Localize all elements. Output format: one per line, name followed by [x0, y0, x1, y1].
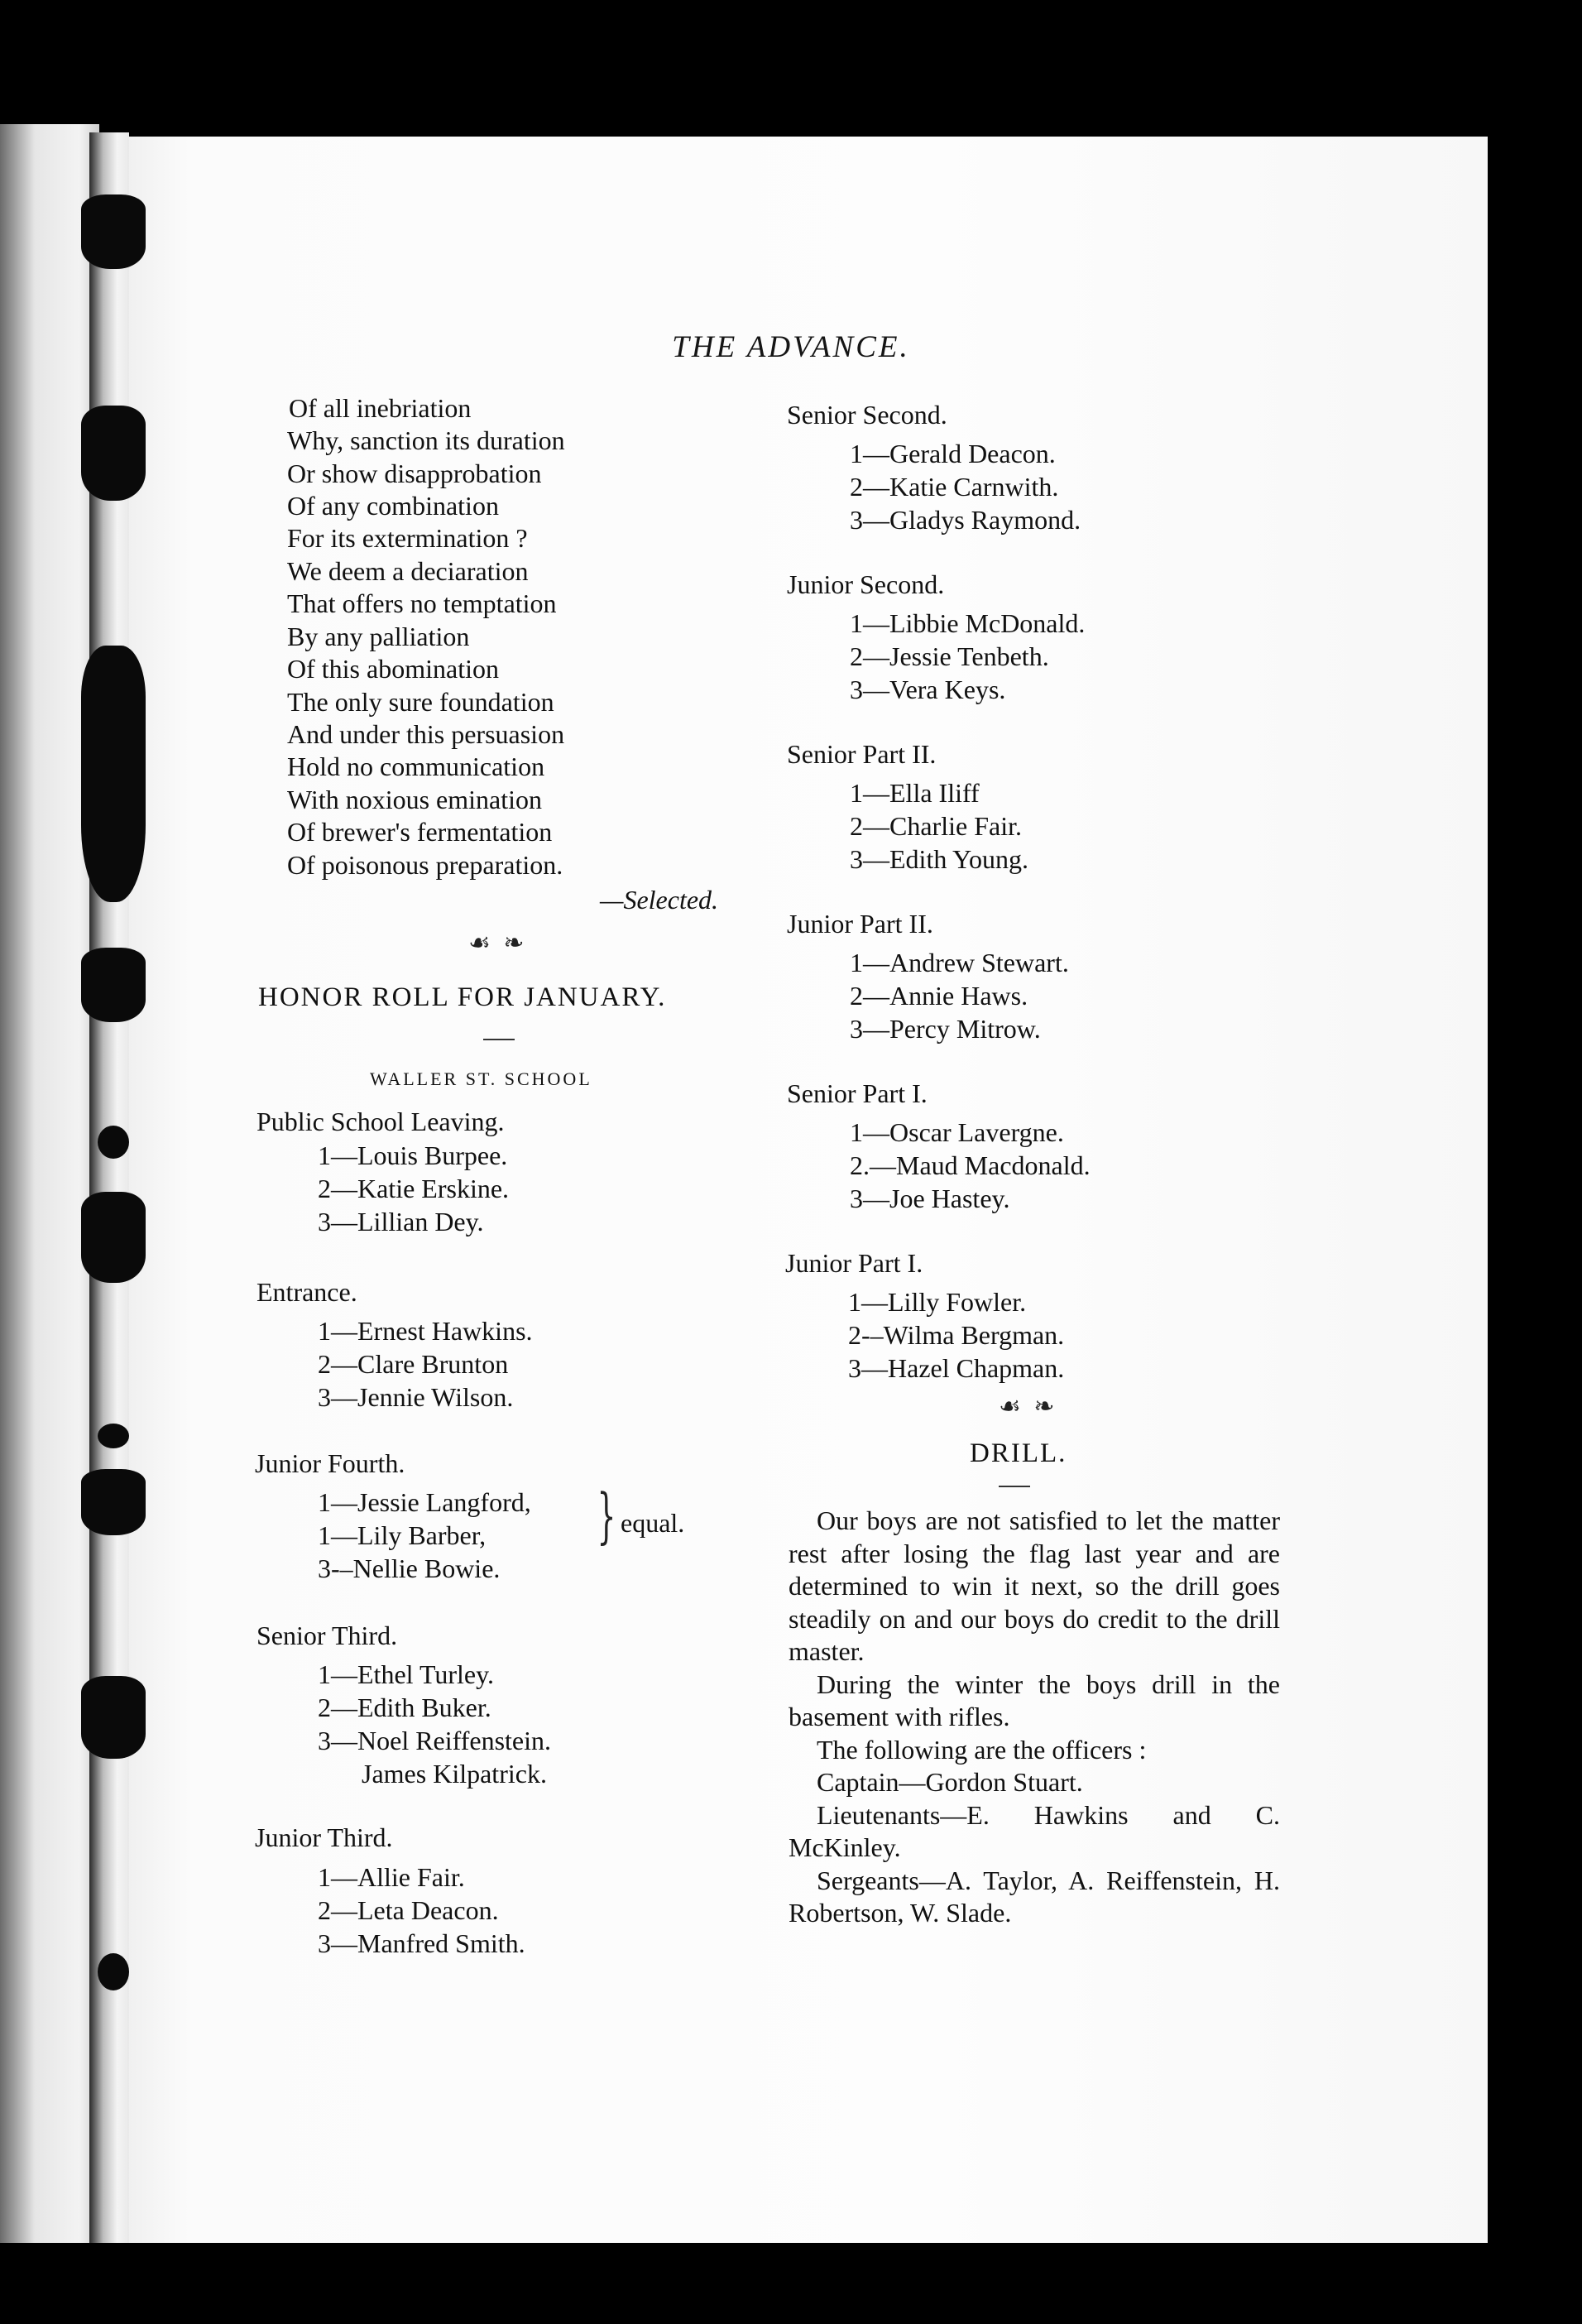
poem-line: Of this abomination [287, 654, 499, 684]
honor-entry: 3—Jennie Wilson. [318, 1382, 514, 1412]
drill-paragraph: Our boys are not satisfied to let the matter rest after losing the flag last year and are determined to win it next, so the drill goes steadily on and our boys do credit to the drill master. [789, 1505, 1280, 1666]
class-heading: Senior Second. [787, 400, 947, 430]
class-heading: Junior Part I. [785, 1248, 923, 1278]
honor-entry: 3—Gladys Raymond. [850, 505, 1081, 535]
bracket-note: equal. [621, 1508, 685, 1538]
honor-entry: 1—Ethel Turley. [318, 1659, 495, 1689]
poem-line: The only sure foundation [287, 687, 554, 717]
poem-line: Hold no communication [287, 751, 545, 781]
class-heading: Entrance. [256, 1277, 357, 1307]
honor-entry: 1—Oscar Lavergne. [850, 1117, 1064, 1147]
poem-line: Of brewer's fermentation [287, 817, 553, 847]
honor-entry: 2—Katie Erskine. [318, 1174, 510, 1203]
drill-article [789, 1505, 1280, 1930]
honor-entry: 3—Lillian Dey. [318, 1207, 484, 1236]
honor-entry: 1—Ernest Hawkins. [318, 1316, 533, 1346]
class-heading: Senior Part I. [787, 1078, 928, 1108]
drill-lieutenants: Lieutenants—E. Hawkins and C. McKinley. [789, 1799, 1280, 1862]
honor-entry: 2—Clare Brunton [318, 1349, 509, 1379]
page-header: THE ADVANCE. [672, 330, 910, 364]
honor-entry: 3—Edith Young. [850, 844, 1029, 874]
poem-line: With noxious emination [287, 785, 543, 814]
honor-entry: 2—Annie Haws. [850, 981, 1028, 1011]
honor-entry: 1—Lily Barber, [318, 1520, 487, 1550]
honor-entry: 2—Charlie Fair. [850, 811, 1022, 841]
honor-entry: 1—Andrew Stewart. [850, 948, 1069, 977]
honor-entry: 2—Leta Deacon. [318, 1895, 499, 1925]
poem-line: Or show disapprobation [287, 459, 542, 488]
section-separator-ornament: ☙ ❧ [468, 929, 528, 957]
poem-line: Of poisonous preparation. [287, 850, 563, 880]
honor-entry: 1—Libbie McDonald. [850, 608, 1086, 638]
honor-entry: 3—Percy Mitrow. [850, 1014, 1041, 1044]
poem-line: And under this persuasion [287, 719, 565, 749]
honor-entry: James Kilpatrick. [362, 1759, 547, 1789]
poem-line: That offers no temptation [287, 588, 557, 618]
honor-entry: 2-–Wilma Bergman. [848, 1320, 1065, 1350]
honor-entry: 1—Lilly Fowler. [848, 1287, 1027, 1317]
honor-entry: 3—Joe Hastey. [850, 1184, 1010, 1213]
class-heading: Junior Second. [787, 569, 945, 599]
honor-roll-title: HONOR ROLL FOR JANUARY. [258, 982, 667, 1012]
honor-entry: 1—Gerald Deacon. [850, 439, 1056, 468]
drill-captain: Captain—Gordon Stuart. [817, 1767, 1083, 1797]
honor-entry: 2—Katie Carnwith. [850, 472, 1059, 502]
honor-entry: 3—Manfred Smith. [318, 1928, 525, 1958]
drill-paragraph: During the winter the boys drill in the basement with rifles. [789, 1669, 1280, 1731]
school-name: WALLER ST. SCHOOL [370, 1068, 592, 1089]
title-rule [999, 1486, 1030, 1487]
class-heading: Junior Part II. [787, 909, 933, 939]
section-separator-ornament: ☙ ❧ [999, 1393, 1058, 1420]
poem-line: Of any combination [287, 491, 499, 521]
honor-entry: 3—Noel Reiffenstein. [318, 1726, 552, 1755]
poem-line: For its extermination ? [287, 523, 528, 553]
honor-entry: 1—Jessie Langford, [318, 1487, 531, 1517]
honor-entry: 3—Vera Keys. [850, 675, 1006, 704]
poem-line: By any palliation [287, 622, 470, 651]
poem-attribution: —Selected. [600, 885, 719, 915]
class-heading: Junior Fourth. [255, 1448, 405, 1478]
class-heading: Public School Leaving. [256, 1107, 505, 1136]
honor-entry: 1—Louis Burpee. [318, 1140, 508, 1170]
class-heading: Senior Third. [256, 1621, 398, 1650]
honor-entry: 1—Ella Iliff [850, 778, 980, 808]
honor-entry: 3-–Nellie Bowie. [318, 1553, 501, 1583]
drill-sergeants: Sergeants—A. Taylor, A. Reiffenstein, H. Robertson, W. Slade. [789, 1865, 1280, 1928]
equal-bracket: } [597, 1481, 616, 1550]
honor-entry: 2.—Maud Macdonald. [850, 1150, 1091, 1180]
honor-entry: 3—Hazel Chapman. [848, 1353, 1065, 1383]
poem-line: We deem a deciaration [287, 556, 529, 586]
honor-entry: 1—Allie Fair. [318, 1862, 465, 1892]
poem-line: Of all inebriation [289, 393, 472, 423]
honor-entry: 2—Jessie Tenbeth. [850, 641, 1049, 671]
class-heading: Junior Third. [255, 1822, 393, 1852]
drill-title: DRILL. [970, 1438, 1067, 1468]
honor-entry: 2—Edith Buker. [318, 1693, 491, 1722]
poem-line: Why, sanction its duration [287, 425, 565, 455]
class-heading: Senior Part II. [787, 739, 937, 769]
drill-officers-intro: The following are the officers : [817, 1734, 1147, 1765]
